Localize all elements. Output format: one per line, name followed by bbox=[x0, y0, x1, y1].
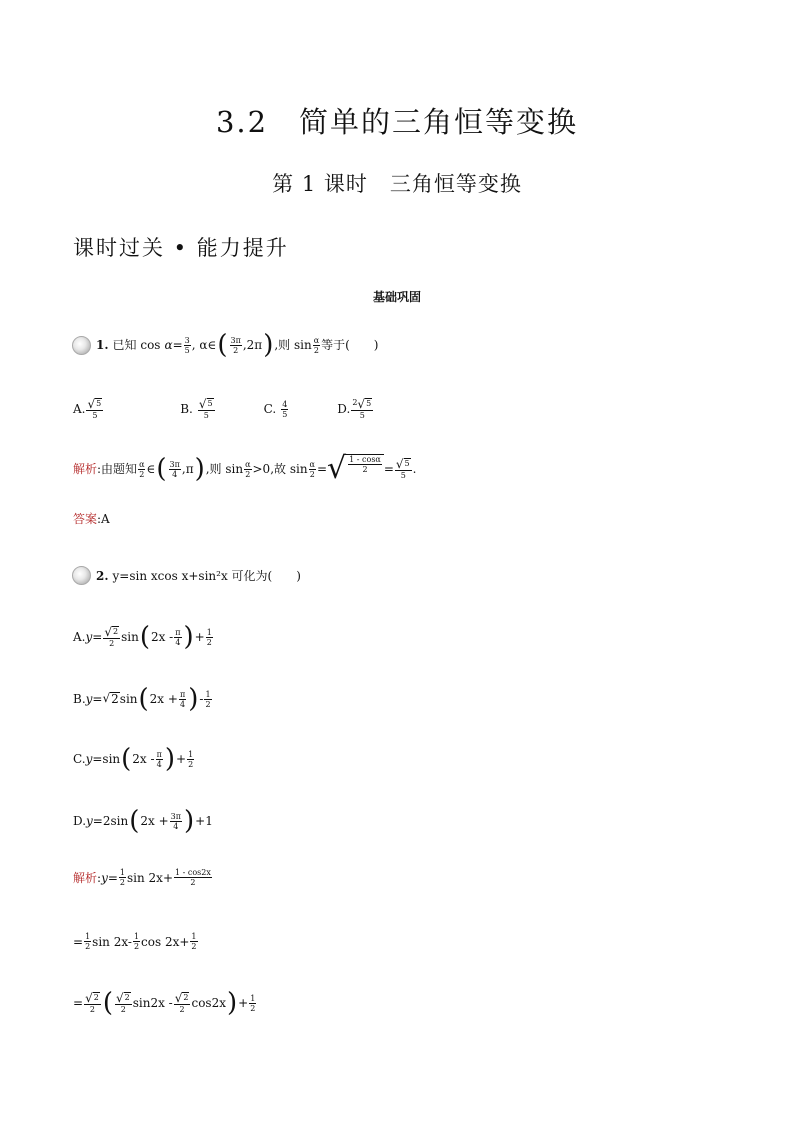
question-2-option-b[interactable]: B. y = √ 2 sin ( 2x + $\frac{\pi}{4}$ ) - $\frac{1}{2}$ bbox=[73, 684, 211, 714]
section-heading: 课时过关 • 能力提升 bbox=[73, 236, 289, 260]
question-marker-icon bbox=[72, 336, 91, 355]
sub-section-heading: 基础巩固 bbox=[372, 290, 421, 304]
answer-label: 答案 bbox=[73, 512, 98, 526]
lesson-subtitle: 第 1 课时 三角恒等变换 bbox=[272, 172, 522, 196]
analysis-label: 解析 bbox=[73, 462, 98, 476]
question-1-options bbox=[73, 398, 374, 420]
question-2-option-d[interactable]: D. y =2sin ( 2x + $\frac{3\pi}{4}$ ) +1 bbox=[73, 806, 213, 836]
fraction: $\frac{\alpha}{2}$ bbox=[313, 335, 320, 355]
option-b[interactable]: B. √ 5 5 bbox=[180, 397, 213, 420]
option-c[interactable]: C. $\frac{4}{5}$ bbox=[263, 399, 288, 419]
question-1-answer: 答案 :A bbox=[73, 512, 110, 526]
option-a[interactable]: A. √ 5 5 bbox=[73, 397, 102, 420]
question-2-analysis-line-2: = $\frac{1}{2}$ sin 2x- $\frac{1}{2}$ cos 2x+ $\frac{1}{2}$ bbox=[73, 932, 197, 951]
question-1-analysis: 解析 :由题知 $\frac{\alpha}{2}$ ∈ ( $\frac{3\pi}{4}$ ,π ) ,则 sin $\frac{\alpha}{2}$ >0,故 sin $\frac{\alpha}{2}$ = √ $\frac{1 - \cos\alpha}{2}$ = √ 5 5 . bbox=[73, 451, 417, 486]
question-2-stem: 2. y=sin xcos x+sin²x 可化为( ) bbox=[72, 566, 301, 585]
fraction: $\frac{3\pi}{2}$ bbox=[230, 335, 241, 355]
question-1-stem: 1. 已知 cos α = $\frac{3}{5}$ , α∈ ( $\frac{3\pi}{2}$ ,2π ) ,则 sin $\frac{\alpha}{2}$ 等于( ) bbox=[72, 332, 379, 358]
question-2-option-a[interactable]: A. y = √ 2 2 sin ( 2x - $\frac{\pi}{4}$ ) + $\frac{1}{2}$ bbox=[73, 622, 212, 652]
fraction: $\frac{3}{5}$ bbox=[184, 335, 190, 355]
page-title: 3.2 简单的三角恒等变换 bbox=[215, 105, 579, 139]
question-2-option-c[interactable]: C. y =sin ( 2x - $\frac{\pi}{4}$ ) + $\frac{1}{2}$ bbox=[73, 744, 194, 774]
question-2-analysis-line-1: 解析 : y = $\frac{1}{2}$ sin 2x+ $\frac{1 - \cos 2x}{2}$ bbox=[73, 868, 211, 887]
option-d[interactable]: D. 2 √ 5 5 bbox=[337, 397, 372, 420]
question-2-analysis-line-3: = √ 2 2 ( √ 2 2 sin2x - √ 2 2 cos2x ) + $\frac{1}{2}$ bbox=[73, 988, 256, 1018]
analysis-label: 解析 bbox=[73, 870, 98, 885]
question-marker-icon bbox=[72, 566, 91, 585]
